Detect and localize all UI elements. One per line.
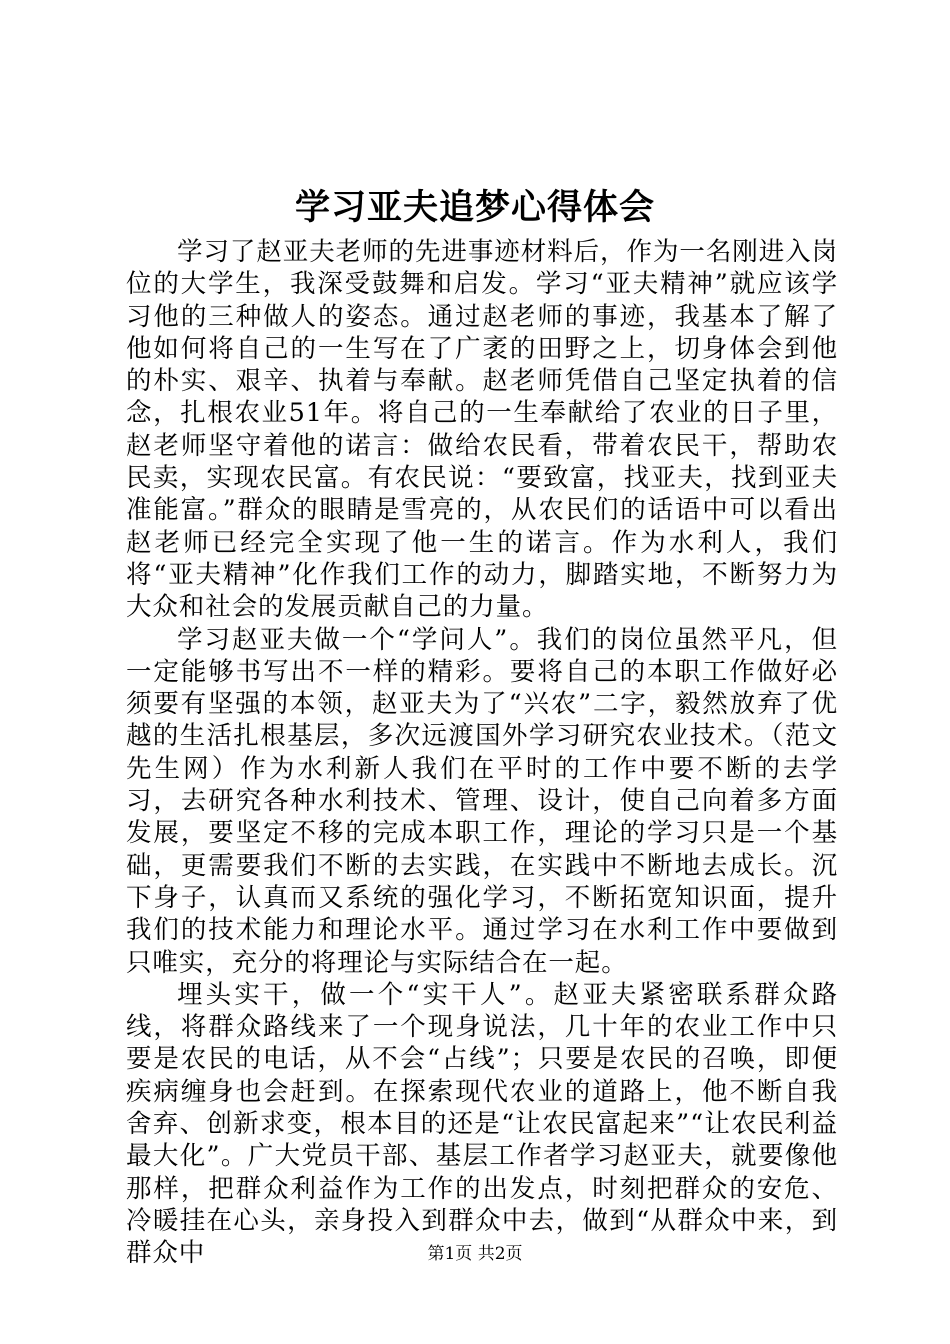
- document-title: 学习亚夫追梦心得体会: [294, 187, 655, 228]
- paragraph-1: 学习了赵亚夫老师的先进事迹材料后，作为一名刚进入岗位的大学生，我深受鼓舞和启发。学习“亚夫精神”就应该学习他的三种做人的姿态。通过赵老师的事迹，我基本了解了他如何将自己的一生写在了广袤的田野之上，切身体会到他的朴实、艰辛、执着与奉献。赵老师凭借自己坚定执着的信念，扎根农业51年。将自己的一生奉献给了农业的日子里，赵老师坚守着他的诺言：做给农民看，带着农民干，帮助农民卖，实现农民富。有农民说：“要致富，找亚夫，找到亚夫准能富。”群众的眼睛是雪亮的，从农民们的话语中可以看出赵老师已经完全实现了他一生的诺言。作为水利人，我们将“亚夫精神”化作我们工作的动力，脚踏实地，不断努力为大众和社会的发展贡献自己的力量。: [126, 237, 838, 623]
- paragraph-2: 学习赵亚夫做一个“学问人”。我们的岗位虽然平凡，但一定能够书写出不一样的精彩。要将自己的本职工作做好必须要有坚强的本领，赵亚夫为了“兴农”二字，毅然放弃了优越的生活扎根基层，多次远渡国外学习研究农业技术。（范文先生网）作为水利新人我们在平时的工作中要不断的去学习，去研究各种水利技术、管理、设计，使自己向着多方面发展，要坚定不移的完成本职工作，理论的学习只是一个基础，更需要我们不断的去实践，在实践中不断地去成长。沉下身子，认真而又系统的强化学习，不断拓宽知识面，提升我们的技术能力和理论水平。通过学习在水利工作中要做到只唯实，充分的将理论与实际结合在一起。: [126, 624, 838, 978]
- paragraph-3: 埋头实干，做一个“实干人”。赵亚夫紧密联系群众路线，将群众路线来了一个现身说法，几十年的农业工作中只要是农民的电话，从不会“占线”；只要是农民的召唤，即便疾病缠身也会赶到。在探索现代农业的道路上，他不断自我舍弃、创新求变，根本目的还是“让农民富起来”“让农民利益最大化”。广大党员干部、基层工作者学习赵亚夫，就要像他那样，把群众利益作为工作的出发点，时刻把群众的安危、冷暖挂在心头，亲身投入到群众中去，做到“从群众中来，到群众中: [126, 979, 838, 1269]
- document-body: [126, 236, 838, 1270]
- page-footer: 第1页 共2页: [427, 1244, 523, 1264]
